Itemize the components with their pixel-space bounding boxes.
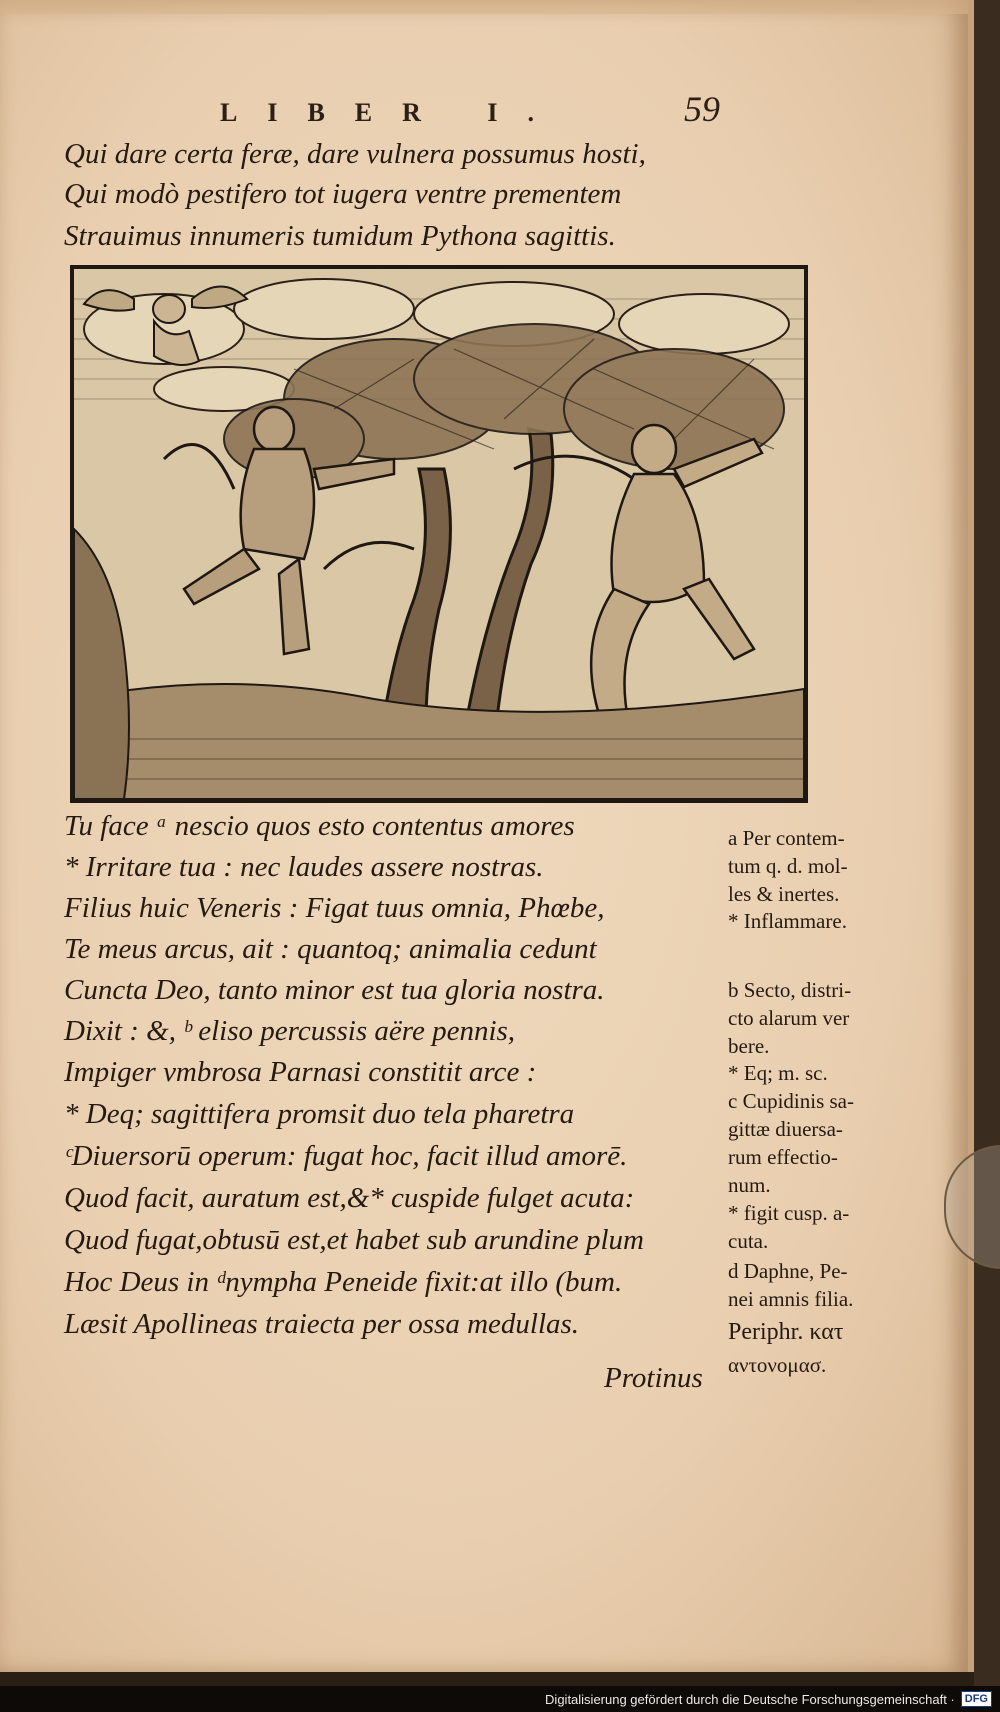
marginal-note: * Eq; m. sc. [728, 1061, 828, 1085]
verse-line: Impiger vmbrosa Parnasi constitit arce : [64, 1056, 537, 1088]
verse-line: * Irritare tua : nec laudes assere nostras. [64, 851, 544, 883]
verse-line: Dixit : &, ᵇ eliso percussis aëre pennis, [64, 1015, 516, 1047]
footer-credit: Digitalisierung gefördert durch die Deutsche Forschungsgemeinschaft · [545, 1691, 955, 1707]
marginal-note: nei amnis filia. [728, 1287, 854, 1311]
dfg-logo-icon: DFG [961, 1691, 992, 1707]
marginal-note: bere. [728, 1034, 770, 1058]
marginal-note: a Per contem- [728, 826, 845, 850]
woodcut-illustration [70, 265, 808, 803]
marginal-note: cuta. [728, 1229, 769, 1253]
page-edge [0, 0, 968, 14]
marginal-note: cto alarum ver [728, 1006, 850, 1030]
marginal-note: d Daphne, Pe- [728, 1259, 848, 1283]
running-head [220, 88, 720, 130]
woodcut-image [74, 269, 804, 799]
verse-line: Quod facit, auratum est,&* cuspide fulget acuta: [64, 1182, 635, 1214]
verse-line: Qui dare certa feræ, dare vulnera possumus hosti, [64, 138, 646, 170]
marginal-note: tum q. d. mol- [728, 854, 848, 878]
marginal-note: c Cupidinis sa- [728, 1089, 854, 1113]
marginal-note: num. [728, 1173, 771, 1197]
verse-line: Læsit Apollineas traiecta per ossa medullas. [64, 1308, 580, 1340]
running-head-title: LIBER I. [220, 98, 565, 127]
marginal-note: les & inertes. [728, 882, 840, 906]
marginal-note: b Secto, distri- [728, 978, 852, 1002]
book-fore-edge [974, 0, 1000, 1712]
marginal-note: αντονομασ. [728, 1353, 827, 1377]
verse-line: Filius huic Veneris : Figat tuus omnia, Phœbe, [64, 892, 605, 924]
verse-line: Qui modò pestifero tot iugera ventre prementem [64, 178, 622, 210]
verse-line: Tu face ᵃ nescio quos esto contentus amores [64, 810, 575, 842]
footer-bar [0, 1686, 1000, 1712]
marginal-note: rum effectio- [728, 1145, 838, 1169]
page-number: 59 [684, 89, 720, 129]
catchword: Protinus [604, 1362, 703, 1394]
marginal-note: * Inflammare. [728, 909, 847, 933]
marginal-note: gittæ diuersa- [728, 1117, 843, 1141]
verse-line: Te meus arcus, ait : quantoq; animalia cedunt [64, 933, 597, 965]
verse-line: Strauimus innumeris tumidum Pythona sagittis. [64, 220, 616, 252]
marginal-note: * figit cusp. a- [728, 1201, 850, 1225]
verse-line: Cuncta Deo, tanto minor est tua gloria nostra. [64, 974, 605, 1006]
verse-line: Hoc Deus in ᵈnympha Peneide fixit:at illo (bum. [64, 1266, 623, 1298]
verse-line: * Deq; sagittifera promsit duo tela pharetra [64, 1098, 575, 1130]
verse-line: ᶜDiuersorū operum: fugat hoc, facit illud amorē. [64, 1140, 628, 1172]
marginal-note: Periphr. κατ [728, 1319, 844, 1345]
verse-line: Quod fugat,obtusū est,et habet sub arundine plum [64, 1224, 644, 1256]
